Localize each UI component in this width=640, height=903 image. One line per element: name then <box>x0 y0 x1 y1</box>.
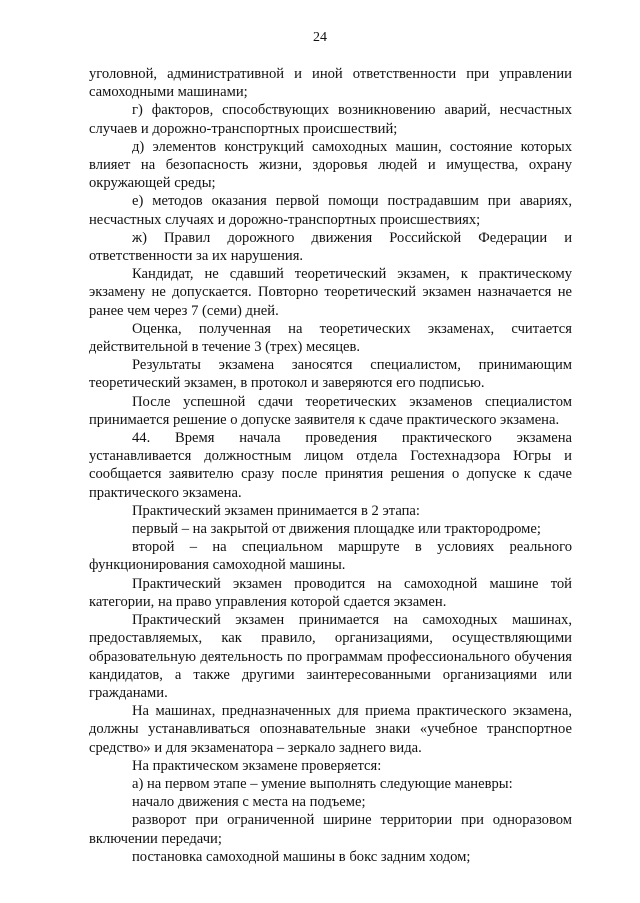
paragraph: ж) Правил дорожного движения Российской Федерации и ответственности за их нарушения. <box>89 229 572 265</box>
paragraph: постановка самоходной машины в бокс задним ходом; <box>132 848 471 865</box>
paragraph: д) элементов конструкций самоходных машин, состояние которых влияет на безопасность жизни, здоровья людей и имущества, охрану окружающей среды; <box>89 138 572 192</box>
paragraph: Кандидат, не сдавший теоретический экзамен, к практическому экзамену не допускается. Повторно теоретический экзамен назначается не ранее чем через 7 (семи) дней. <box>89 266 572 319</box>
paragraph: Оценка, полученная на теоретических экзаменах, считается действительной в течение 3 (трех) месяцев. <box>89 320 572 356</box>
paragraph: На машинах, предназначенных для приема практического экзамена, должны устанавливаться опознавательные знаки «учебное транспортное средство» и для экзаменатора – зеркало заднего вида. <box>89 703 572 756</box>
paragraph: уголовной, административной и иной ответственности при управлении самоходными машинами; <box>89 66 572 101</box>
paragraph: Практический экзамен принимается в 2 этапа: <box>132 502 420 519</box>
paragraph: На практическом экзамене проверяется: <box>132 757 382 774</box>
paragraph: второй – на специальном маршруте в условиях реального функционирования самоходной машины. <box>89 539 572 574</box>
paragraph: начало движения с места на подъеме; <box>132 794 366 811</box>
paragraph: а) на первом этапе – умение выполнять следующие маневры: <box>132 775 513 792</box>
page-number: 24 <box>313 30 327 45</box>
paragraph: г) факторов, способствующих возникновению аварий, несчастных случаев и дорожно-транспортных происшествий; <box>89 102 572 137</box>
paragraph: первый – на закрытой от движения площадке или трактородроме; <box>132 521 541 538</box>
paragraph: Результаты экзамена заносятся специалистом, принимающим теоретический экзамен, в протокол и заверяются его подписью. <box>89 357 572 392</box>
paragraph: 44. Время начала проведения практического экзамена устанавливается должностным лицом отдела Гостехнадзора Югры и сообщается заявителю сразу после принятия решения о допуске к сдаче практического экзамена. <box>89 430 572 501</box>
paragraph: Практический экзамен проводится на самоходной машине той категории, на право управления которой сдается экзамен. <box>89 575 572 610</box>
paragraph: разворот при ограниченной ширине территории при одноразовом включении передачи; <box>89 812 572 847</box>
paragraph: е) методов оказания первой помощи пострадавшим при авариях, несчастных случаях и дорожно-транспортных происшествиях; <box>89 193 572 228</box>
paragraph: Практический экзамен принимается на самоходных машинах, предоставляемых, как правило, организациями, осуществляющими образовательную деятельность по программам профессионального обучения кандидатов, а также другими заинтересованными организациями или гражданами. <box>89 612 572 701</box>
paragraph: После успешной сдачи теоретических экзаменов специалистом принимается решение о допуске заявителя к сдаче практического экзамена. <box>89 393 572 428</box>
document-body <box>89 65 572 866</box>
